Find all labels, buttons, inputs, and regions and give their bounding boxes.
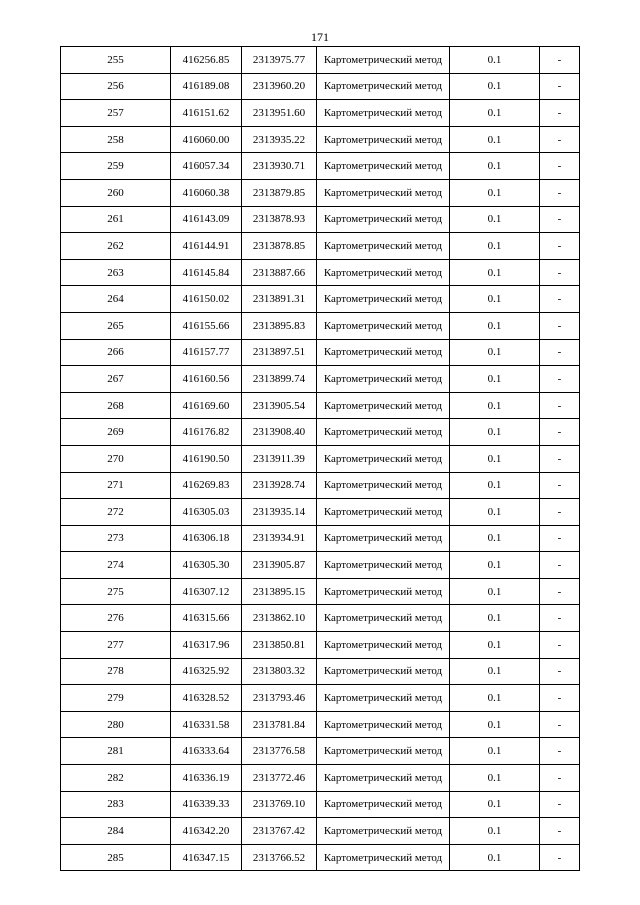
description-cell: - — [540, 711, 580, 738]
method-cell: Картометрический метод — [317, 73, 450, 100]
method-cell: Картометрический метод — [317, 711, 450, 738]
x-coordinate-cell: 416157.77 — [171, 339, 242, 366]
accuracy-cell: 0.1 — [450, 100, 540, 127]
y-coordinate-cell: 2313772.46 — [242, 765, 317, 792]
method-cell: Картометрический метод — [317, 578, 450, 605]
point-number-cell: 256 — [61, 73, 171, 100]
description-cell: - — [540, 499, 580, 526]
y-coordinate-cell: 2313878.93 — [242, 206, 317, 233]
accuracy-cell: 0.1 — [450, 791, 540, 818]
y-coordinate-cell: 2313781.84 — [242, 711, 317, 738]
table-row — [61, 818, 580, 845]
table-row — [61, 392, 580, 419]
table-row — [61, 472, 580, 499]
accuracy-cell: 0.1 — [450, 339, 540, 366]
point-number-cell: 275 — [61, 578, 171, 605]
table-row — [61, 73, 580, 100]
coordinates-table-body — [61, 47, 580, 871]
table-row — [61, 844, 580, 871]
description-cell: - — [540, 419, 580, 446]
table-row — [61, 445, 580, 472]
x-coordinate-cell: 416057.34 — [171, 153, 242, 180]
y-coordinate-cell: 2313908.40 — [242, 419, 317, 446]
accuracy-cell: 0.1 — [450, 286, 540, 313]
point-number-cell: 270 — [61, 445, 171, 472]
method-cell: Картометрический метод — [317, 366, 450, 393]
table-row — [61, 233, 580, 260]
table-row — [61, 738, 580, 765]
point-number-cell: 282 — [61, 765, 171, 792]
table-row — [61, 632, 580, 659]
description-cell: - — [540, 738, 580, 765]
accuracy-cell: 0.1 — [450, 445, 540, 472]
point-number-cell: 272 — [61, 499, 171, 526]
method-cell: Картометрический метод — [317, 472, 450, 499]
description-cell: - — [540, 153, 580, 180]
x-coordinate-cell: 416190.50 — [171, 445, 242, 472]
description-cell: - — [540, 206, 580, 233]
x-coordinate-cell: 416305.03 — [171, 499, 242, 526]
x-coordinate-cell: 416143.09 — [171, 206, 242, 233]
point-number-cell: 276 — [61, 605, 171, 632]
description-cell: - — [540, 632, 580, 659]
y-coordinate-cell: 2313895.83 — [242, 312, 317, 339]
y-coordinate-cell: 2313887.66 — [242, 259, 317, 286]
point-number-cell: 262 — [61, 233, 171, 260]
y-coordinate-cell: 2313776.58 — [242, 738, 317, 765]
x-coordinate-cell: 416342.20 — [171, 818, 242, 845]
y-coordinate-cell: 2313905.54 — [242, 392, 317, 419]
accuracy-cell: 0.1 — [450, 499, 540, 526]
accuracy-cell: 0.1 — [450, 738, 540, 765]
x-coordinate-cell: 416269.83 — [171, 472, 242, 499]
method-cell: Картометрический метод — [317, 419, 450, 446]
description-cell: - — [540, 765, 580, 792]
y-coordinate-cell: 2313975.77 — [242, 47, 317, 74]
table-row — [61, 419, 580, 446]
method-cell: Картометрический метод — [317, 632, 450, 659]
table-row — [61, 366, 580, 393]
table-row — [61, 685, 580, 712]
method-cell: Картометрический метод — [317, 552, 450, 579]
method-cell: Картометрический метод — [317, 791, 450, 818]
point-number-cell: 281 — [61, 738, 171, 765]
x-coordinate-cell: 416307.12 — [171, 578, 242, 605]
accuracy-cell: 0.1 — [450, 153, 540, 180]
accuracy-cell: 0.1 — [450, 366, 540, 393]
method-cell: Картометрический метод — [317, 206, 450, 233]
point-number-cell: 265 — [61, 312, 171, 339]
table-row — [61, 765, 580, 792]
accuracy-cell: 0.1 — [450, 312, 540, 339]
method-cell: Картометрический метод — [317, 392, 450, 419]
y-coordinate-cell: 2313850.81 — [242, 632, 317, 659]
accuracy-cell: 0.1 — [450, 472, 540, 499]
accuracy-cell: 0.1 — [450, 525, 540, 552]
accuracy-cell: 0.1 — [450, 605, 540, 632]
y-coordinate-cell: 2313862.10 — [242, 605, 317, 632]
table-row — [61, 658, 580, 685]
x-coordinate-cell: 416169.60 — [171, 392, 242, 419]
method-cell: Картометрический метод — [317, 738, 450, 765]
method-cell: Картометрический метод — [317, 765, 450, 792]
accuracy-cell: 0.1 — [450, 685, 540, 712]
description-cell: - — [540, 392, 580, 419]
table-row — [61, 286, 580, 313]
description-cell: - — [540, 605, 580, 632]
page-number: 171 — [311, 30, 329, 44]
y-coordinate-cell: 2313951.60 — [242, 100, 317, 127]
table-row — [61, 47, 580, 74]
x-coordinate-cell: 416155.66 — [171, 312, 242, 339]
y-coordinate-cell: 2313899.74 — [242, 366, 317, 393]
y-coordinate-cell: 2313911.39 — [242, 445, 317, 472]
y-coordinate-cell: 2313930.71 — [242, 153, 317, 180]
accuracy-cell: 0.1 — [450, 126, 540, 153]
description-cell: - — [540, 179, 580, 206]
table-row — [61, 153, 580, 180]
x-coordinate-cell: 416333.64 — [171, 738, 242, 765]
point-number-cell: 277 — [61, 632, 171, 659]
x-coordinate-cell: 416328.52 — [171, 685, 242, 712]
method-cell: Картометрический метод — [317, 658, 450, 685]
x-coordinate-cell: 416306.18 — [171, 525, 242, 552]
method-cell: Картометрический метод — [317, 685, 450, 712]
y-coordinate-cell: 2313897.51 — [242, 339, 317, 366]
method-cell: Картометрический метод — [317, 445, 450, 472]
method-cell: Картометрический метод — [317, 605, 450, 632]
table-row — [61, 206, 580, 233]
description-cell: - — [540, 100, 580, 127]
y-coordinate-cell: 2313928.74 — [242, 472, 317, 499]
point-number-cell: 258 — [61, 126, 171, 153]
description-cell: - — [540, 126, 580, 153]
point-number-cell: 255 — [61, 47, 171, 74]
accuracy-cell: 0.1 — [450, 233, 540, 260]
table-row — [61, 552, 580, 579]
method-cell: Картометрический метод — [317, 312, 450, 339]
method-cell: Картометрический метод — [317, 499, 450, 526]
accuracy-cell: 0.1 — [450, 552, 540, 579]
table-row — [61, 791, 580, 818]
method-cell: Картометрический метод — [317, 153, 450, 180]
y-coordinate-cell: 2313766.52 — [242, 844, 317, 871]
y-coordinate-cell: 2313767.42 — [242, 818, 317, 845]
point-number-cell: 266 — [61, 339, 171, 366]
y-coordinate-cell: 2313803.32 — [242, 658, 317, 685]
accuracy-cell: 0.1 — [450, 711, 540, 738]
x-coordinate-cell: 416160.56 — [171, 366, 242, 393]
description-cell: - — [540, 339, 580, 366]
y-coordinate-cell: 2313934.91 — [242, 525, 317, 552]
x-coordinate-cell: 416339.33 — [171, 791, 242, 818]
point-number-cell: 273 — [61, 525, 171, 552]
method-cell: Картометрический метод — [317, 339, 450, 366]
table-row — [61, 499, 580, 526]
description-cell: - — [540, 818, 580, 845]
description-cell: - — [540, 259, 580, 286]
accuracy-cell: 0.1 — [450, 632, 540, 659]
description-cell: - — [540, 445, 580, 472]
table-row — [61, 525, 580, 552]
y-coordinate-cell: 2313905.87 — [242, 552, 317, 579]
x-coordinate-cell: 416176.82 — [171, 419, 242, 446]
point-number-cell: 280 — [61, 711, 171, 738]
accuracy-cell: 0.1 — [450, 259, 540, 286]
description-cell: - — [540, 233, 580, 260]
point-number-cell: 284 — [61, 818, 171, 845]
x-coordinate-cell: 416315.66 — [171, 605, 242, 632]
y-coordinate-cell: 2313878.85 — [242, 233, 317, 260]
point-number-cell: 285 — [61, 844, 171, 871]
x-coordinate-cell: 416151.62 — [171, 100, 242, 127]
table-row — [61, 179, 580, 206]
accuracy-cell: 0.1 — [450, 578, 540, 605]
x-coordinate-cell: 416325.92 — [171, 658, 242, 685]
y-coordinate-cell: 2313935.22 — [242, 126, 317, 153]
table-row — [61, 100, 580, 127]
table-row — [61, 126, 580, 153]
x-coordinate-cell: 416331.58 — [171, 711, 242, 738]
point-number-cell: 259 — [61, 153, 171, 180]
y-coordinate-cell: 2313891.31 — [242, 286, 317, 313]
accuracy-cell: 0.1 — [450, 658, 540, 685]
accuracy-cell: 0.1 — [450, 818, 540, 845]
x-coordinate-cell: 416305.30 — [171, 552, 242, 579]
table-row — [61, 711, 580, 738]
table-row — [61, 312, 580, 339]
point-number-cell: 261 — [61, 206, 171, 233]
coordinates-table — [60, 46, 580, 871]
description-cell: - — [540, 552, 580, 579]
accuracy-cell: 0.1 — [450, 392, 540, 419]
accuracy-cell: 0.1 — [450, 419, 540, 446]
accuracy-cell: 0.1 — [450, 179, 540, 206]
accuracy-cell: 0.1 — [450, 765, 540, 792]
y-coordinate-cell: 2313769.10 — [242, 791, 317, 818]
y-coordinate-cell: 2313879.85 — [242, 179, 317, 206]
point-number-cell: 274 — [61, 552, 171, 579]
table-row — [61, 605, 580, 632]
point-number-cell: 260 — [61, 179, 171, 206]
x-coordinate-cell: 416347.15 — [171, 844, 242, 871]
x-coordinate-cell: 416144.91 — [171, 233, 242, 260]
accuracy-cell: 0.1 — [450, 47, 540, 74]
method-cell: Картометрический метод — [317, 259, 450, 286]
method-cell: Картометрический метод — [317, 286, 450, 313]
method-cell: Картометрический метод — [317, 844, 450, 871]
description-cell: - — [540, 791, 580, 818]
description-cell: - — [540, 312, 580, 339]
x-coordinate-cell: 416256.85 — [171, 47, 242, 74]
method-cell: Картометрический метод — [317, 179, 450, 206]
accuracy-cell: 0.1 — [450, 73, 540, 100]
table-row — [61, 259, 580, 286]
description-cell: - — [540, 286, 580, 313]
description-cell: - — [540, 578, 580, 605]
description-cell: - — [540, 73, 580, 100]
x-coordinate-cell: 416317.96 — [171, 632, 242, 659]
x-coordinate-cell: 416189.08 — [171, 73, 242, 100]
table-row — [61, 578, 580, 605]
description-cell: - — [540, 844, 580, 871]
method-cell: Картометрический метод — [317, 525, 450, 552]
x-coordinate-cell: 416336.19 — [171, 765, 242, 792]
x-coordinate-cell: 416060.00 — [171, 126, 242, 153]
point-number-cell: 267 — [61, 366, 171, 393]
y-coordinate-cell: 2313960.20 — [242, 73, 317, 100]
point-number-cell: 283 — [61, 791, 171, 818]
table-row — [61, 339, 580, 366]
description-cell: - — [540, 658, 580, 685]
x-coordinate-cell: 416150.02 — [171, 286, 242, 313]
y-coordinate-cell: 2313895.15 — [242, 578, 317, 605]
point-number-cell: 271 — [61, 472, 171, 499]
method-cell: Картометрический метод — [317, 126, 450, 153]
y-coordinate-cell: 2313793.46 — [242, 685, 317, 712]
x-coordinate-cell: 416060.38 — [171, 179, 242, 206]
x-coordinate-cell: 416145.84 — [171, 259, 242, 286]
description-cell: - — [540, 472, 580, 499]
point-number-cell: 278 — [61, 658, 171, 685]
description-cell: - — [540, 366, 580, 393]
description-cell: - — [540, 47, 580, 74]
point-number-cell: 279 — [61, 685, 171, 712]
y-coordinate-cell: 2313935.14 — [242, 499, 317, 526]
point-number-cell: 257 — [61, 100, 171, 127]
accuracy-cell: 0.1 — [450, 206, 540, 233]
method-cell: Картометрический метод — [317, 818, 450, 845]
point-number-cell: 264 — [61, 286, 171, 313]
point-number-cell: 263 — [61, 259, 171, 286]
method-cell: Картометрический метод — [317, 47, 450, 74]
method-cell: Картометрический метод — [317, 100, 450, 127]
method-cell: Картометрический метод — [317, 233, 450, 260]
point-number-cell: 269 — [61, 419, 171, 446]
accuracy-cell: 0.1 — [450, 844, 540, 871]
description-cell: - — [540, 685, 580, 712]
description-cell: - — [540, 525, 580, 552]
point-number-cell: 268 — [61, 392, 171, 419]
